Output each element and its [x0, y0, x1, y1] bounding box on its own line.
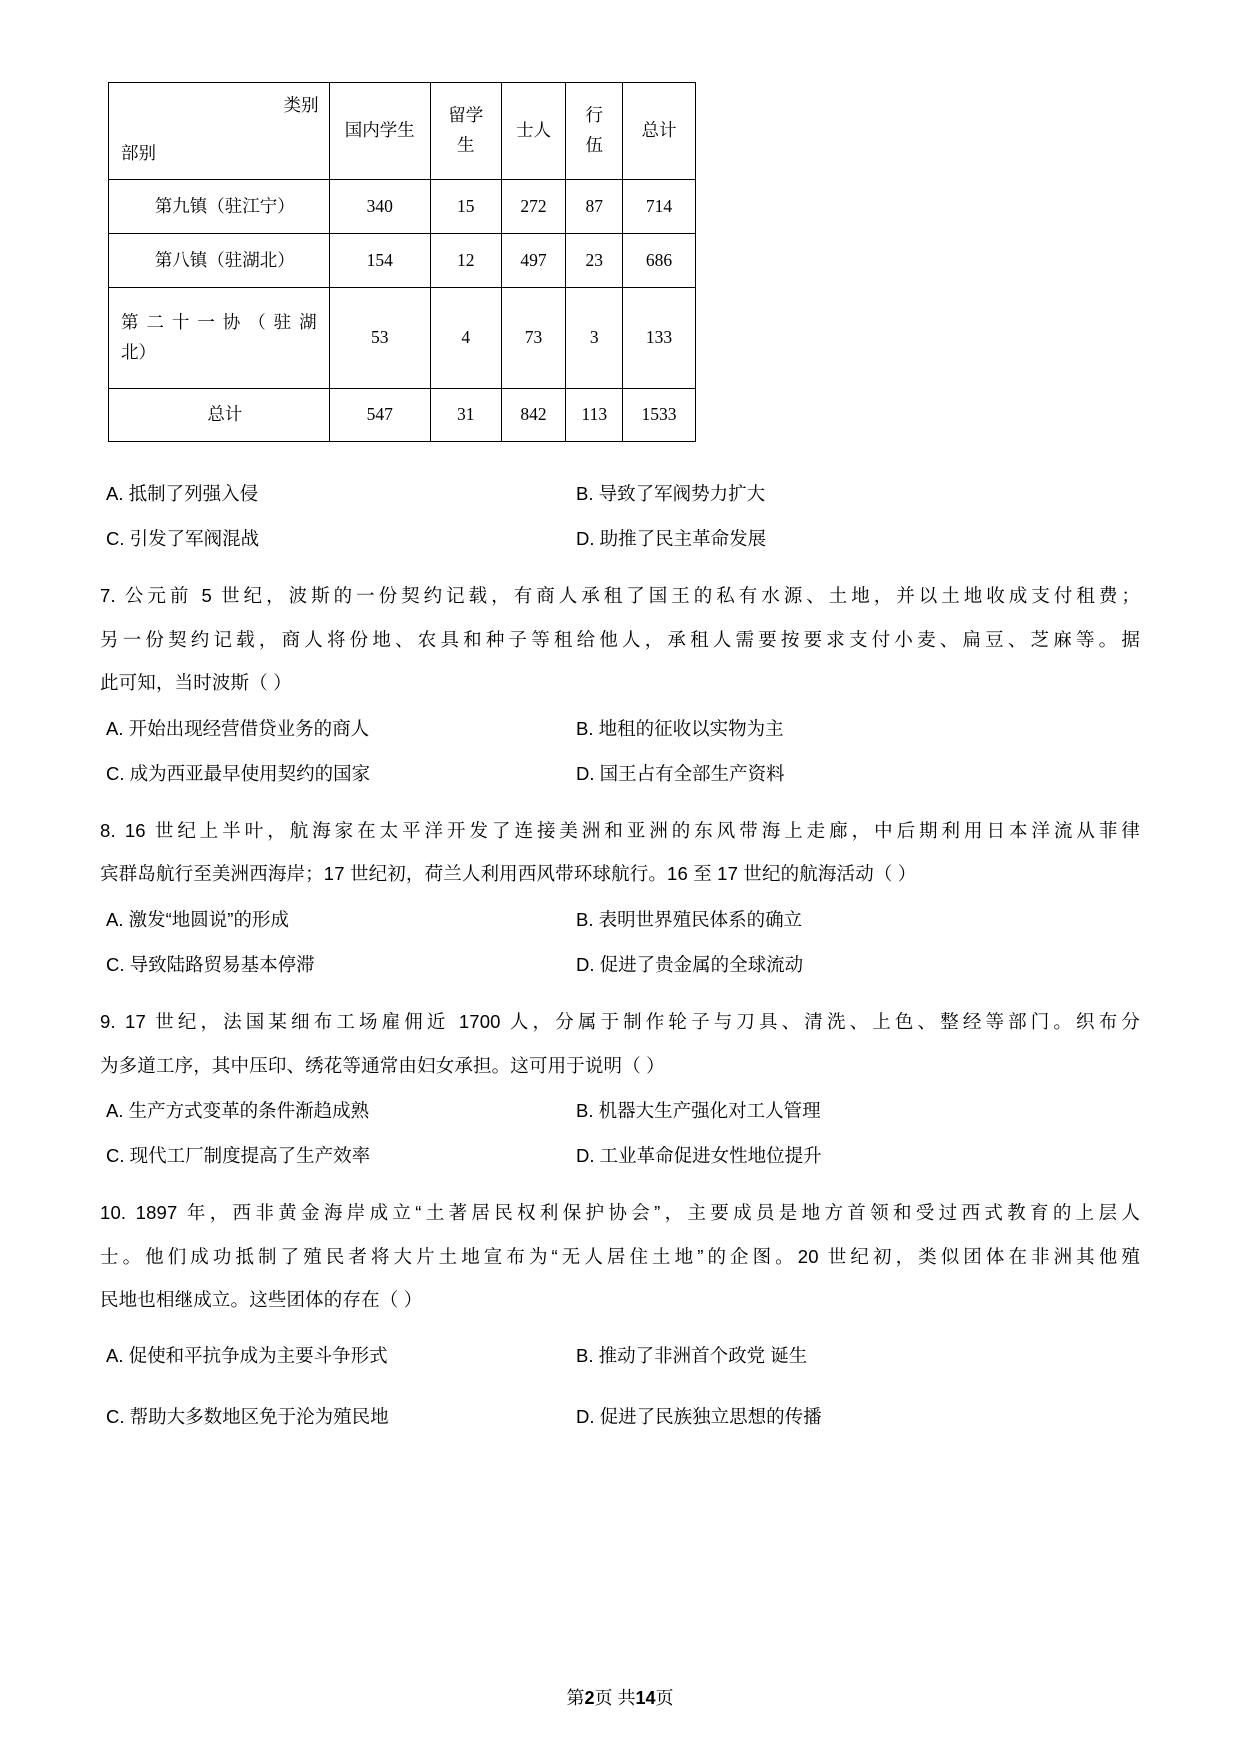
question-7-stem-line-1: 7. 公元前 5 世纪，波斯的一份契约记载，有商人承租了国王的私有水源、土地，并以土地收成支付租费； — [100, 585, 1140, 607]
option-b[interactable]: B. 表明世界殖民体系的确立 — [576, 908, 803, 930]
question-8-stem-line-1: 8. 16 世纪上半叶，航海家在太平洋开发了连接美洲和亚洲的东风带海上走廊，中后期利用日本洋流从菲律 — [100, 819, 1140, 841]
option-row — [100, 711, 1140, 746]
row-dept-name — [109, 288, 330, 389]
question-10-stem-line-3: 民地也相继成立。这些团体的存在（ ） — [100, 1289, 423, 1311]
cell-total: 133 — [623, 288, 696, 389]
cell-shiren: 497 — [501, 234, 566, 288]
table-row — [109, 180, 696, 234]
question-8-options — [100, 902, 1140, 982]
row-dept-name-line2: 北） — [121, 342, 156, 362]
col-header-abroad-line2: 生 — [457, 135, 475, 155]
question-9-options — [100, 1093, 1140, 1173]
cell-abroad: 4 — [430, 288, 501, 389]
option-b[interactable]: B. 推动了非洲首个政党 诞生 — [576, 1344, 808, 1366]
option-a[interactable]: A. 激发“地圆说”的形成 — [106, 908, 289, 930]
option-row — [100, 756, 1140, 791]
corner-dept-label: 部别 — [121, 143, 156, 164]
cell-abroad: 31 — [430, 389, 501, 442]
cell-hangwu: 3 — [566, 288, 623, 389]
option-c[interactable]: C. 引发了军阀混战 — [106, 528, 260, 550]
col-header-hangwu — [566, 83, 623, 180]
question-9 — [100, 1000, 1140, 1087]
question-7-options — [100, 711, 1140, 791]
option-a[interactable]: A. 抵制了列强入侵 — [106, 483, 259, 504]
col-header-hangwu-line1: 行 — [585, 105, 604, 126]
option-c[interactable]: C. 导致陆路贸易基本停滞 — [106, 954, 315, 976]
col-header-hangwu-line2: 伍 — [585, 135, 604, 155]
question-8-stem-line-2: 宾群岛航行至美洲西海岸；17 世纪初，荷兰人利用西风带环球航行。16 至 17 世纪的航海活动（ ） — [100, 863, 917, 885]
footer-suffix: 页 — [655, 1688, 674, 1708]
question-7-stem-line-2: 另一份契约记载，商人将份地、农具和种子等租给他人，承租人需要按要求支付小麦、扁豆、芝麻等。据 — [100, 628, 1140, 650]
question-7 — [100, 574, 1140, 704]
table-row — [109, 288, 696, 389]
footer-page-number: 2 — [584, 1688, 595, 1708]
option-a[interactable]: A. 生产方式变革的条件渐趋成熟 — [106, 1100, 370, 1122]
cell-hangwu: 23 — [566, 234, 623, 288]
footer-total-pages: 14 — [635, 1688, 656, 1708]
option-a[interactable]: A. 促使和平抗争成为主要斗争形式 — [106, 1344, 388, 1366]
option-d[interactable]: D. 工业革命促进女性地位提升 — [576, 1145, 822, 1167]
option-b[interactable]: B. 地租的征收以实物为主 — [576, 717, 784, 739]
option-row — [100, 1138, 1140, 1173]
footer-middle: 页 共 — [594, 1688, 636, 1708]
statistics-table-container — [108, 82, 1140, 442]
cell-total: 714 — [623, 180, 696, 234]
col-header-shiren: 士人 — [501, 83, 566, 180]
option-row — [100, 1093, 1140, 1128]
option-b[interactable]: B. 导致了军阀势力扩大 — [576, 483, 766, 504]
question-10-options — [100, 1338, 1140, 1434]
row-dept-name: 总计 — [109, 389, 330, 442]
question-10-stem-line-1: 10. 1897 年，西非黄金海岸成立“土著居民权利保护协会”，主要成员是地方首领和受过西式教育的上层人 — [100, 1202, 1140, 1224]
question-7-stem-line-3: 此可知，当时波斯（ ） — [100, 672, 292, 694]
cell-domestic: 154 — [329, 234, 430, 288]
cell-shiren: 842 — [501, 389, 566, 442]
question-6-options — [100, 476, 1140, 556]
col-header-abroad — [430, 83, 501, 180]
cell-total: 1533 — [623, 389, 696, 442]
option-c[interactable]: C. 成为西亚最早使用契约的国家 — [106, 762, 371, 784]
option-d[interactable]: D. 促进了贵金属的全球流动 — [576, 954, 804, 976]
cell-total: 686 — [623, 234, 696, 288]
row-dept-name: 第八镇（驻湖北） — [109, 234, 330, 288]
cell-abroad: 15 — [430, 180, 501, 234]
option-row — [100, 902, 1140, 937]
col-header-total: 总计 — [623, 83, 696, 180]
option-row — [100, 947, 1140, 982]
cell-hangwu: 113 — [566, 389, 623, 442]
row-dept-name: 第九镇（驻江宁） — [109, 180, 330, 234]
option-row — [100, 521, 1140, 556]
table-total-row — [109, 389, 696, 442]
option-d[interactable]: D. 促进了民族独立思想的传播 — [576, 1405, 822, 1427]
question-9-stem-line-2: 为多道工序，其中压印、绣花等通常由妇女承担。这可用于说明（ ） — [100, 1054, 665, 1076]
cell-abroad: 12 — [430, 234, 501, 288]
footer-prefix: 第 — [566, 1688, 585, 1708]
spacer — [100, 1328, 1140, 1338]
option-c[interactable]: C. 帮助大多数地区免于沦为殖民地 — [106, 1405, 389, 1427]
question-9-stem-line-1: 9. 17 世纪，法国某细布工场雇佣近 1700 人，分属于制作轮子与刀具、清洗、上色、整经等部门。织布分 — [100, 1011, 1140, 1033]
col-header-abroad-line1: 留学 — [448, 105, 484, 126]
option-row — [100, 1338, 1140, 1373]
question-8 — [100, 809, 1140, 896]
questions-content — [100, 476, 1140, 1434]
cell-domestic: 340 — [329, 180, 430, 234]
cell-domestic: 547 — [329, 389, 430, 442]
table-row — [109, 234, 696, 288]
question-10-stem-line-2: 士。他们成功抵制了殖民者将大片土地宣布为“无人居住土地”的企图。20 世纪初，类似团体在非洲其他殖 — [100, 1245, 1140, 1267]
cell-shiren: 272 — [501, 180, 566, 234]
statistics-table — [108, 82, 696, 442]
table-corner-header — [109, 83, 330, 180]
table-header-row — [109, 83, 696, 180]
option-d[interactable]: D. 国王占有全部生产资料 — [576, 762, 785, 784]
option-d[interactable]: D. 助推了民主革命发展 — [576, 528, 767, 550]
cell-shiren: 73 — [501, 288, 566, 389]
row-dept-name-line1: 第二十一协（驻湖 — [121, 312, 317, 333]
col-header-domestic: 国内学生 — [329, 83, 430, 180]
cell-hangwu: 87 — [566, 180, 623, 234]
option-row — [100, 476, 1140, 511]
corner-category-label: 类别 — [283, 95, 319, 115]
option-b[interactable]: B. 机器大生产强化对工人管理 — [576, 1100, 821, 1122]
option-a[interactable]: A. 开始出现经营借贷业务的商人 — [106, 717, 370, 739]
page-footer — [0, 1684, 1240, 1710]
cell-domestic: 53 — [329, 288, 430, 389]
question-10 — [100, 1191, 1140, 1321]
option-c[interactable]: C. 现代工厂制度提高了生产效率 — [106, 1145, 371, 1167]
option-row — [100, 1399, 1140, 1434]
